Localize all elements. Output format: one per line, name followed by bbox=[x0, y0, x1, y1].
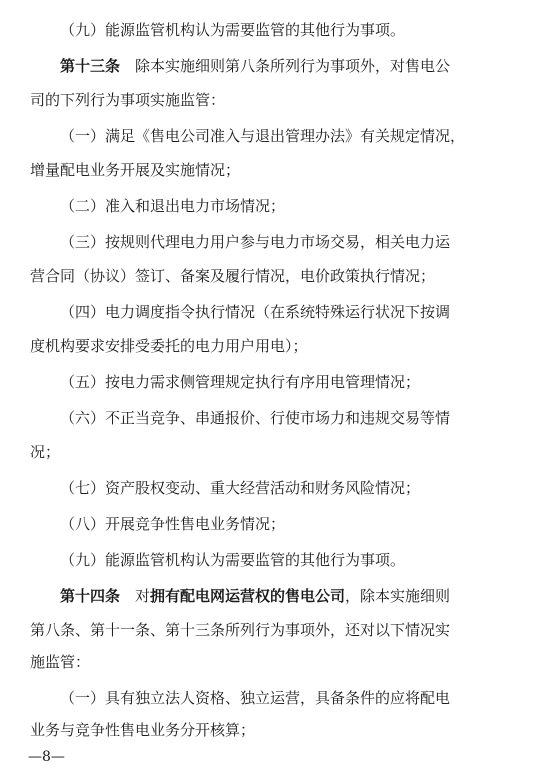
text-line: （二）准入和退出电力市场情况； bbox=[60, 197, 286, 215]
text-line: 况； bbox=[30, 443, 61, 461]
text-line: （六）不正当竞争、串通报价、行使市场力和违规交易等情 bbox=[60, 409, 451, 427]
text-line: （四）电力调度指令执行情况（在系统特殊运行状况下按调 bbox=[60, 303, 451, 321]
text-line: （五）按电力需求侧管理规定执行有序用电管理情况； bbox=[60, 373, 421, 391]
text-span: ，除本实施细则 bbox=[345, 587, 451, 605]
text-line: （三）按规则代理电力用户参与电力市场交易，相关电力运 bbox=[60, 233, 451, 251]
text-line: 营合同（协议）签订、备案及履行情况，电价政策执行情况； bbox=[30, 267, 436, 285]
text-line: （九）能源监管机构认为需要监管的其他行为事项。 bbox=[60, 551, 406, 569]
text-line: （八）开展竞争性售电业务情况； bbox=[60, 515, 286, 533]
article-14-line bbox=[60, 586, 450, 606]
text-line: 度机构要求安排受委托的电力用户用电）； bbox=[30, 337, 308, 355]
text-line: 司的下列行为事项实施监管： bbox=[30, 91, 226, 109]
text-line: （七）资产股权变动、重大经营活动和财务风险情况； bbox=[60, 479, 421, 497]
article-13-line bbox=[60, 56, 450, 76]
text-line: 第八条、第十一条、第十三条所列行为事项外，还对以下情况实 bbox=[30, 621, 451, 639]
text-line: （九）能源监管机构认为需要监管的其他行为事项。 bbox=[60, 21, 406, 39]
text-line: 施监管： bbox=[30, 653, 91, 671]
text-span: 对 bbox=[120, 587, 151, 605]
text-line: 业务与竞争性售电业务分开核算； bbox=[30, 721, 256, 739]
text-line: （一）具有独立法人资格、独立运营，具备条件的应将配电 bbox=[60, 689, 451, 707]
text-span: 除本实施细则第八条所列行为事项外，对售电公 bbox=[120, 57, 451, 75]
article-heading: 第十四条 bbox=[60, 587, 121, 605]
text-line: （一）满足《售电公司准入与退出管理办法》有关规定情况， bbox=[60, 127, 466, 145]
text-line: 增量配电业务开展及实施情况； bbox=[30, 161, 241, 179]
emphasis-text: 拥有配电网运营权的售电公司 bbox=[150, 587, 346, 605]
page-number: —8— bbox=[28, 749, 65, 765]
article-heading: 第十三条 bbox=[60, 57, 121, 75]
